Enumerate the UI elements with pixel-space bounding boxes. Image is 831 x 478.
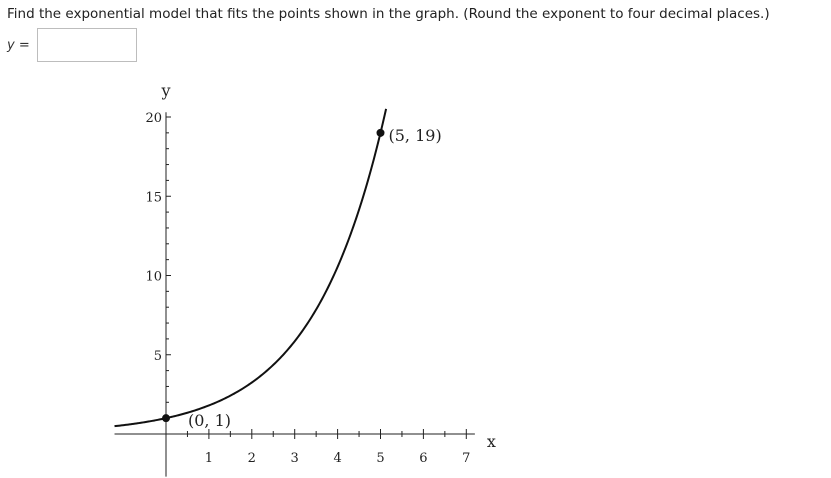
- x-tick-label: 4: [333, 451, 342, 466]
- answer-equals: =: [14, 37, 30, 53]
- x-tick-label: 1: [204, 451, 214, 466]
- x-tick-label: 3: [290, 451, 299, 466]
- x-tick-label: 5: [376, 451, 385, 466]
- axes: [115, 112, 475, 476]
- y-tick-label: 10: [145, 269, 162, 285]
- question-text: Find the exponential model that fits the points shown in the graph. (Round the exponent to four decimal places.): [7, 6, 770, 22]
- x-tick-label: 2: [247, 451, 256, 466]
- y-tick-label: 20: [145, 111, 162, 126]
- y-tick-label: 15: [145, 190, 162, 206]
- x-axis-label: x: [486, 432, 496, 451]
- exponential-curve: [115, 109, 387, 426]
- y-axis-label: y: [161, 81, 171, 101]
- data-point: [162, 414, 170, 422]
- x-tick-label: 7: [462, 451, 471, 466]
- x-tick-label: 6: [419, 451, 428, 466]
- point-label: (5, 19): [388, 125, 442, 145]
- y-tick-label: 5: [153, 348, 162, 364]
- ticks: [166, 117, 466, 439]
- point-label: (0, 1): [188, 411, 232, 431]
- data-points: [162, 126, 442, 430]
- data-point: [377, 129, 385, 137]
- answer-variable: y: [7, 37, 15, 53]
